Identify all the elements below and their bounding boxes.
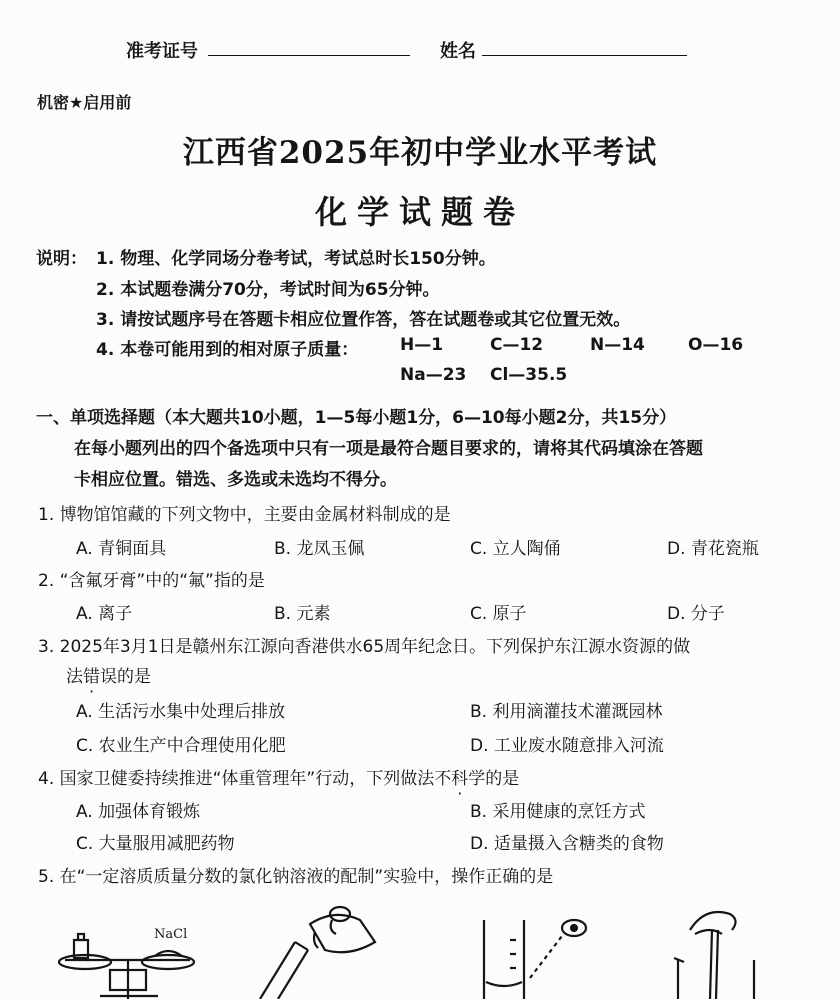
note-item-1: 1. 物理、化学同场分卷考试，考试总时长150分钟。 — [96, 249, 496, 269]
exam-id-blank — [208, 55, 410, 56]
q1-option-c: C. 立人陶俑 — [470, 539, 561, 559]
section1-heading: 一、单项选择题（本大题共10小题，1—5每小题1分，6—10每小题2分，共15分） — [36, 408, 677, 428]
q3-stem-line2 — [66, 662, 151, 687]
q3-emphasis-dot: 错 — [83, 667, 100, 687]
mass-n: N—14 — [590, 335, 645, 355]
note-item-4: 4. 本卷可能用到的相对原子质量： — [96, 340, 359, 360]
q2-option-d: D. 分子 — [667, 604, 725, 624]
stirring-figure — [660, 900, 770, 999]
name-label: 姓名 — [440, 41, 476, 62]
q1-stem: 1. 博物馆馆藏的下列文物中，主要由金属材料制成的是 — [38, 505, 451, 525]
q5-stem: 5. 在“一定溶质质量分数的氯化钠溶液的配制”实验中，操作正确的是 — [38, 867, 554, 887]
notes-label: 说明： — [36, 249, 87, 269]
cylinder-reading-figure — [470, 910, 600, 999]
q1-option-d: D. 青花瓷瓶 — [667, 539, 759, 559]
exam-title: 江西省2025年初中学业水平考试 — [182, 135, 658, 171]
q3-option-d: D. 工业废水随意排入河流 — [470, 736, 664, 756]
section1-instr-1: 在每小题列出的四个备选项中只有一项是最符合题目要求的，请将其代码填涂在答题 — [74, 439, 703, 459]
q4-stem-post: 的是 — [485, 769, 520, 789]
q4-stem-pre: 4. 国家卫健委持续推进“体重管理年”行动，下列做法 — [38, 769, 435, 789]
q3-option-a: A. 生活污水集中处理后排放 — [76, 702, 286, 722]
q2-stem: 2. “含氟牙膏”中的“氟”指的是 — [38, 571, 265, 591]
q1-option-b: B. 龙凤玉佩 — [274, 539, 365, 559]
confidential-mark: 机密★启用前 — [37, 93, 132, 112]
q3-stem-line1: 3. 2025年3月1日是赣州东江源向香港供水65周年纪念日。下列保护东江源水资源的做 — [38, 637, 691, 657]
exam-id-label: 准考证号 — [126, 41, 198, 62]
mass-h: H—1 — [400, 335, 444, 355]
pouring-figure — [240, 902, 390, 999]
mass-cl: Cl—35.5 — [490, 365, 568, 385]
q2-option-c: C. 原子 — [470, 604, 527, 624]
q4-option-a: A. 加强体育锻炼 — [76, 802, 201, 822]
q3-stem-post: 误的是 — [100, 667, 151, 687]
mass-na: Na—23 — [400, 365, 467, 385]
nacl-label: NaCl — [154, 927, 188, 942]
q4-option-b: B. 采用健康的烹饪方式 — [470, 802, 646, 822]
name-blank — [482, 55, 687, 56]
note-item-3: 3. 请按试题序号在答题卡相应位置作答，答在试题卷或其它位置无效。 — [96, 310, 631, 330]
mass-o: O—16 — [688, 335, 744, 355]
q3-stem-pre: 法 — [66, 667, 83, 687]
q4-emphasis: 不科学 — [434, 769, 486, 789]
balance-figure — [50, 918, 210, 999]
note-item-2: 2. 本试题卷满分70分，考试时间为65分钟。 — [96, 280, 440, 300]
q3-option-c: C. 农业生产中合理使用化肥 — [76, 736, 286, 756]
q4-option-d: D. 适量摄入含糖类的食物 — [470, 834, 664, 854]
mass-c: C—12 — [490, 335, 544, 355]
q2-option-a: A. 离子 — [76, 604, 133, 624]
section1-instr-2: 卡相应位置。错选、多选或未选均不得分。 — [74, 470, 397, 490]
q3-option-b: B. 利用滴灌技术灌溉园林 — [470, 702, 663, 722]
q4-stem — [38, 764, 519, 789]
q1-option-a: A. 青铜面具 — [76, 539, 167, 559]
q2-option-b: B. 元素 — [274, 604, 331, 624]
paper-title: 化学试题卷 — [314, 193, 525, 231]
q4-option-c: C. 大量服用减肥药物 — [76, 834, 235, 854]
